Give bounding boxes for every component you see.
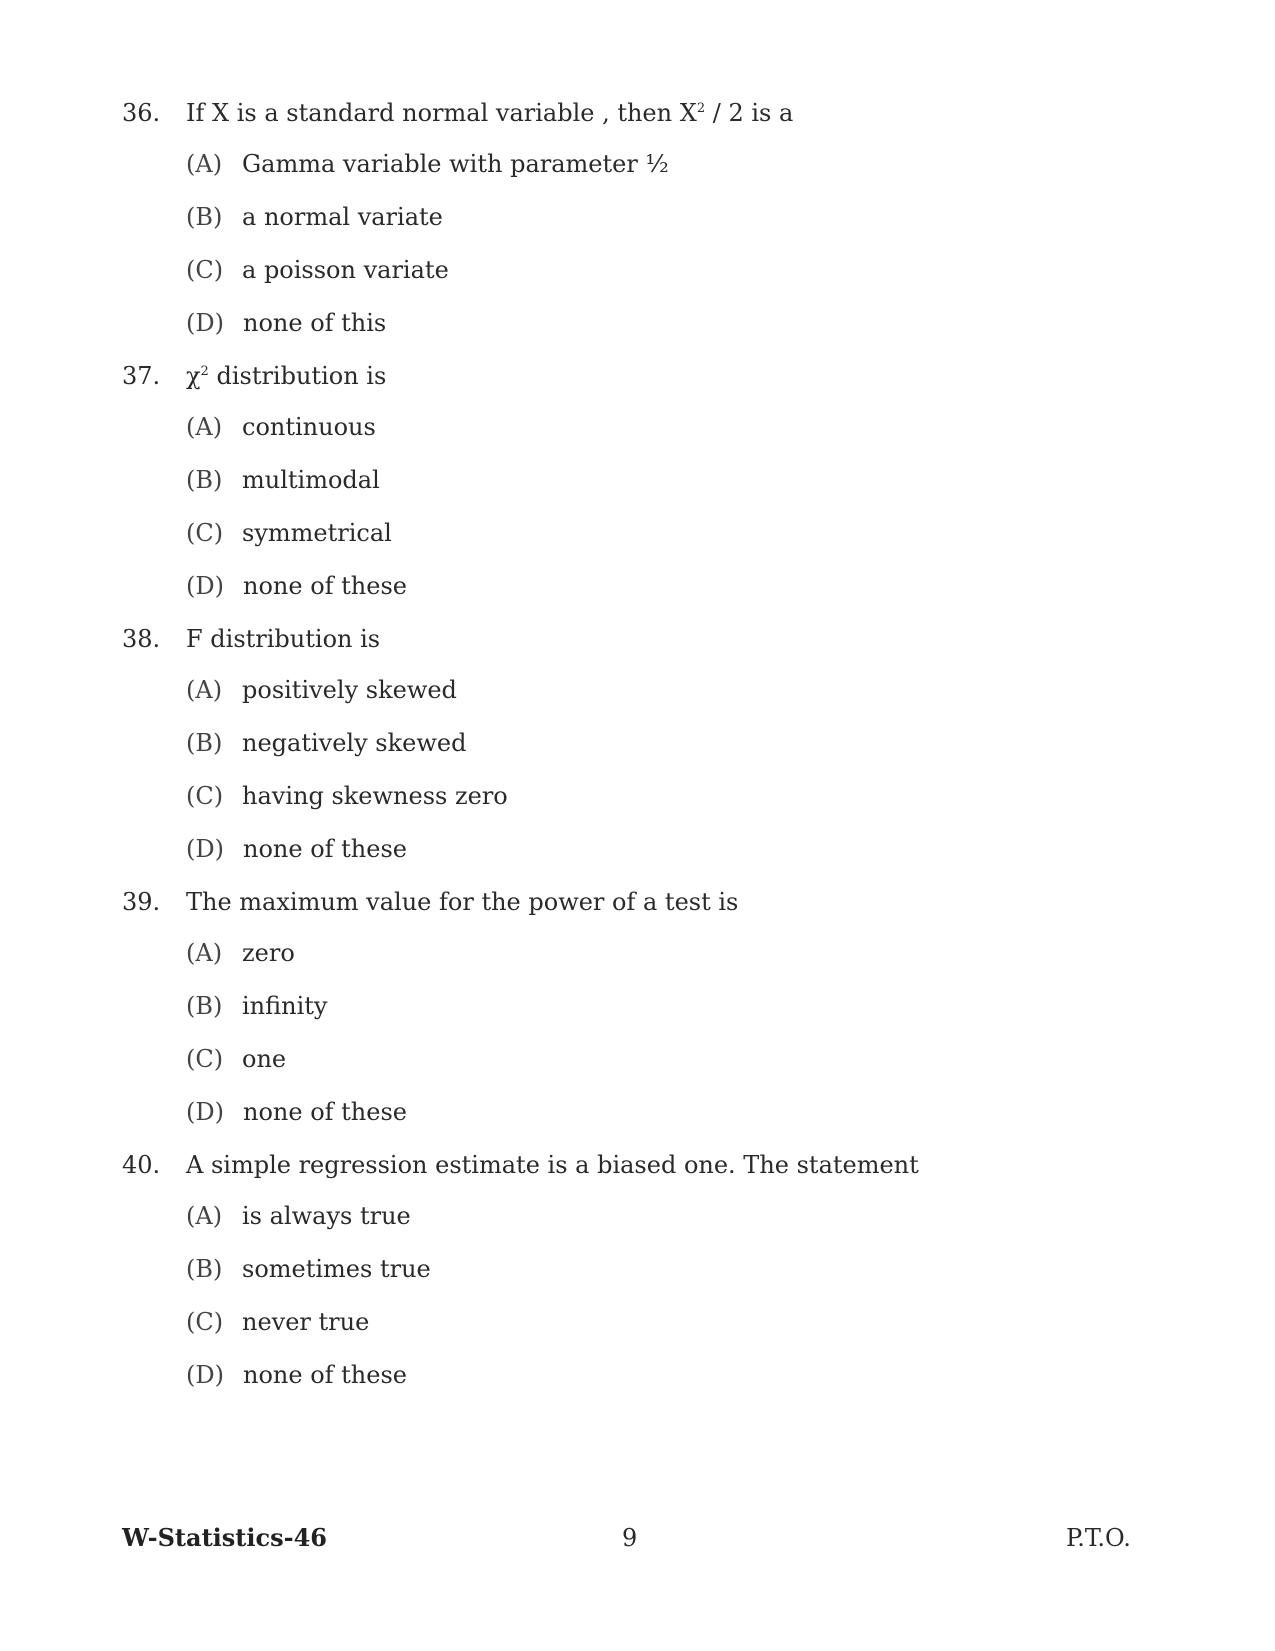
please-turn-over: P.T.O.: [1066, 1524, 1131, 1552]
question-40: [0, 1140, 1275, 1402]
question-stem: [186, 88, 793, 138]
stem-superscript: 2: [200, 364, 209, 379]
option-letter: (A): [186, 413, 223, 441]
question-number: 37.: [122, 362, 161, 390]
option-letter: (C): [186, 782, 224, 810]
question-38: [0, 614, 1275, 876]
option-letter: (A): [186, 150, 223, 178]
option-d: [0, 823, 1275, 876]
option-b: [0, 980, 1275, 1033]
question-number: 40.: [122, 1151, 161, 1179]
option-text: is always true: [242, 1202, 411, 1230]
question-number: 36.: [122, 99, 161, 127]
option-text: a normal variate: [242, 203, 443, 231]
option-letter: (B): [186, 992, 223, 1020]
option-text: positively skewed: [242, 676, 457, 704]
question-stem: F distribution is: [186, 625, 381, 653]
stem-text-before: If X is a standard normal variable , then X: [186, 99, 697, 127]
option-a: [0, 1190, 1275, 1243]
option-text: none of these: [243, 835, 407, 863]
option-d: [0, 560, 1275, 613]
option-text: negatively skewed: [242, 729, 467, 757]
option-letter: (D): [186, 572, 224, 600]
option-letter: (C): [186, 256, 224, 284]
option-letter: (D): [186, 1361, 224, 1389]
stem-superscript: 2: [696, 101, 706, 116]
option-d: [0, 1086, 1275, 1139]
page-footer: [0, 1518, 1275, 1558]
option-b: [0, 717, 1275, 770]
paper-code: W-Statistics-46: [122, 1523, 327, 1552]
question-stem: The maximum value for the power of a test is: [186, 888, 739, 916]
question-39: [0, 877, 1275, 1139]
option-text: none of these: [243, 1098, 407, 1126]
option-letter: (B): [186, 466, 223, 494]
option-text: continuous: [242, 413, 376, 441]
option-letter: (B): [186, 1255, 223, 1283]
option-text: Gamma variable with parameter ½: [242, 150, 669, 178]
question-stem-line: [0, 1140, 1275, 1190]
question-stem-line: [0, 614, 1275, 664]
question-stem-line: [0, 351, 1275, 401]
question-stem-line: [0, 88, 1275, 138]
option-letter: (B): [186, 203, 223, 231]
option-letter: (C): [186, 519, 224, 547]
option-letter: (D): [186, 309, 224, 337]
question-37: [0, 351, 1275, 613]
option-b: [0, 191, 1275, 244]
option-a: [0, 927, 1275, 980]
option-text: symmetrical: [242, 519, 392, 547]
option-c: [0, 244, 1275, 297]
option-text: a poisson variate: [242, 256, 449, 284]
option-text: infinity: [242, 992, 328, 1020]
option-text: none of these: [243, 1361, 407, 1389]
option-b: [0, 454, 1275, 507]
option-c: [0, 1296, 1275, 1349]
option-letter: (A): [186, 676, 223, 704]
option-d: [0, 1349, 1275, 1402]
option-letter: (A): [186, 1202, 223, 1230]
option-c: [0, 507, 1275, 560]
question-number: 38.: [122, 625, 161, 653]
option-letter: (D): [186, 1098, 224, 1126]
option-letter: (C): [186, 1045, 224, 1073]
option-letter: (C): [186, 1308, 224, 1336]
option-letter: (A): [186, 939, 223, 967]
option-d: [0, 297, 1275, 350]
question-36: [0, 88, 1275, 350]
stem-text-after: / 2 is a: [705, 99, 794, 127]
stem-text-after: distribution is: [208, 362, 387, 390]
option-a: [0, 401, 1275, 454]
stem-text-before: χ: [186, 362, 201, 390]
option-text: multimodal: [242, 466, 380, 494]
question-number: 39.: [122, 888, 161, 916]
question-stem: A simple regression estimate is a biased one. The statement: [186, 1151, 919, 1179]
option-letter: (D): [186, 835, 224, 863]
option-a: [0, 138, 1275, 191]
option-text: zero: [242, 939, 295, 967]
option-text: none of these: [243, 572, 407, 600]
option-text: having skewness zero: [242, 782, 508, 810]
option-letter: (B): [186, 729, 223, 757]
option-c: [0, 1033, 1275, 1086]
question-stem: [186, 351, 386, 401]
option-text: sometimes true: [242, 1255, 431, 1283]
option-text: none of this: [243, 309, 387, 337]
option-c: [0, 770, 1275, 823]
option-b: [0, 1243, 1275, 1296]
page-number: 9: [622, 1524, 638, 1552]
question-stem-line: [0, 877, 1275, 927]
option-a: [0, 664, 1275, 717]
option-text: never true: [242, 1308, 370, 1336]
option-text: one: [242, 1045, 287, 1073]
